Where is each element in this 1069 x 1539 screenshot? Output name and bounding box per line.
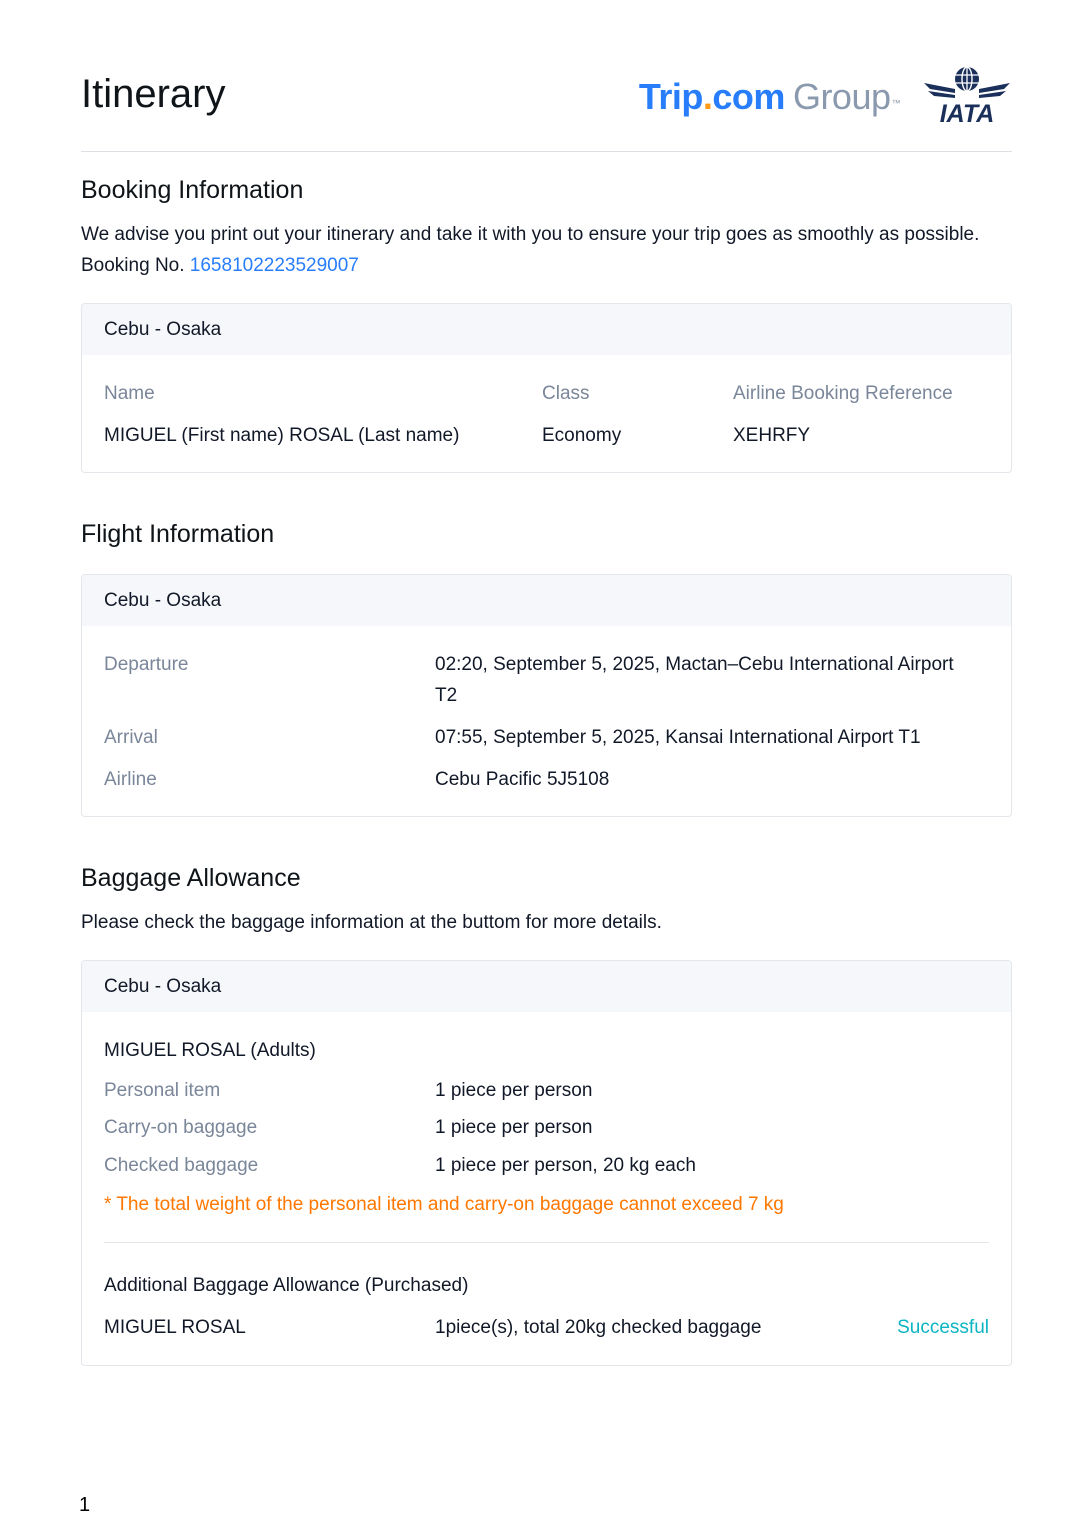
checked-baggage-value: 1 piece per person, 20 kg each: [435, 1155, 696, 1176]
tripcom-group-logo: Trip . com Group ™: [638, 76, 900, 117]
page-header: [81, 0, 1012, 152]
baggage-note: Please check the baggage information at the buttom for more details.: [81, 912, 662, 933]
booking-ref-value: XEHRFY: [733, 425, 811, 446]
personal-item-label: Personal item: [104, 1080, 221, 1101]
name-header: Name: [104, 383, 155, 404]
baggage-passenger: MIGUEL ROSAL (Adults): [104, 1040, 316, 1061]
booking-card-route: Cebu - Osaka: [82, 304, 1011, 355]
additional-baggage-name: MIGUEL ROSAL: [104, 1317, 246, 1338]
departure-value-line1: 02:20, September 5, 2025, Mactan–Cebu International Airport: [435, 654, 954, 675]
additional-baggage-title: Additional Baggage Allowance (Purchased): [104, 1275, 469, 1296]
baggage-card: [81, 960, 1012, 1366]
svg-text:IATA: IATA: [939, 100, 995, 125]
booking-number-value[interactable]: 1658102223529007: [189, 255, 359, 276]
itinerary-page: [81, 0, 1012, 1338]
flight-section-title: Flight Information: [81, 520, 275, 548]
travel-class: Economy: [542, 425, 622, 446]
booking-advice: We advise you print out your itinerary and take it with you to ensure your trip goes as smoothly as possible.: [81, 224, 980, 245]
carry-on-label: Carry-on baggage: [104, 1117, 258, 1138]
personal-item-value: 1 piece per person: [435, 1080, 593, 1101]
booking-card: [81, 303, 1012, 473]
page-title: Itinerary: [81, 72, 226, 116]
additional-baggage-status: Successful: [897, 1317, 989, 1338]
booking-ref-header: Airline Booking Reference: [733, 383, 953, 404]
baggage-card-route: Cebu - Osaka: [82, 961, 1011, 1012]
checked-baggage-label: Checked baggage: [104, 1155, 259, 1176]
baggage-divider: [104, 1242, 989, 1243]
class-header: Class: [542, 383, 590, 404]
flight-card: [81, 574, 1012, 817]
arrival-value: 07:55, September 5, 2025, Kansai International Airport T1: [435, 727, 921, 748]
airline-value: Cebu Pacific 5J5108: [435, 769, 610, 790]
carry-on-value: 1 piece per person: [435, 1117, 593, 1138]
page-number: 1: [79, 1494, 91, 1516]
arrival-label: Arrival: [104, 727, 158, 748]
iata-logo: [922, 65, 1012, 125]
flight-card-route: Cebu - Osaka: [82, 575, 1011, 626]
booking-number: [81, 250, 359, 281]
additional-baggage-desc: 1piece(s), total 20kg checked baggage: [435, 1317, 762, 1338]
airline-label: Airline: [104, 769, 157, 790]
passenger-name: MIGUEL (First name) ROSAL (Last name): [104, 425, 460, 446]
departure-value-line2: T2: [435, 685, 458, 706]
baggage-weight-warning: * The total weight of the personal item and carry-on baggage cannot exceed 7 kg: [104, 1194, 784, 1215]
departure-label: Departure: [104, 654, 189, 675]
baggage-section-title: Baggage Allowance: [81, 864, 301, 892]
booking-section-title: Booking Information: [81, 176, 304, 204]
logo-group: [639, 64, 1012, 126]
booking-number-label: Booking No.: [81, 255, 185, 276]
